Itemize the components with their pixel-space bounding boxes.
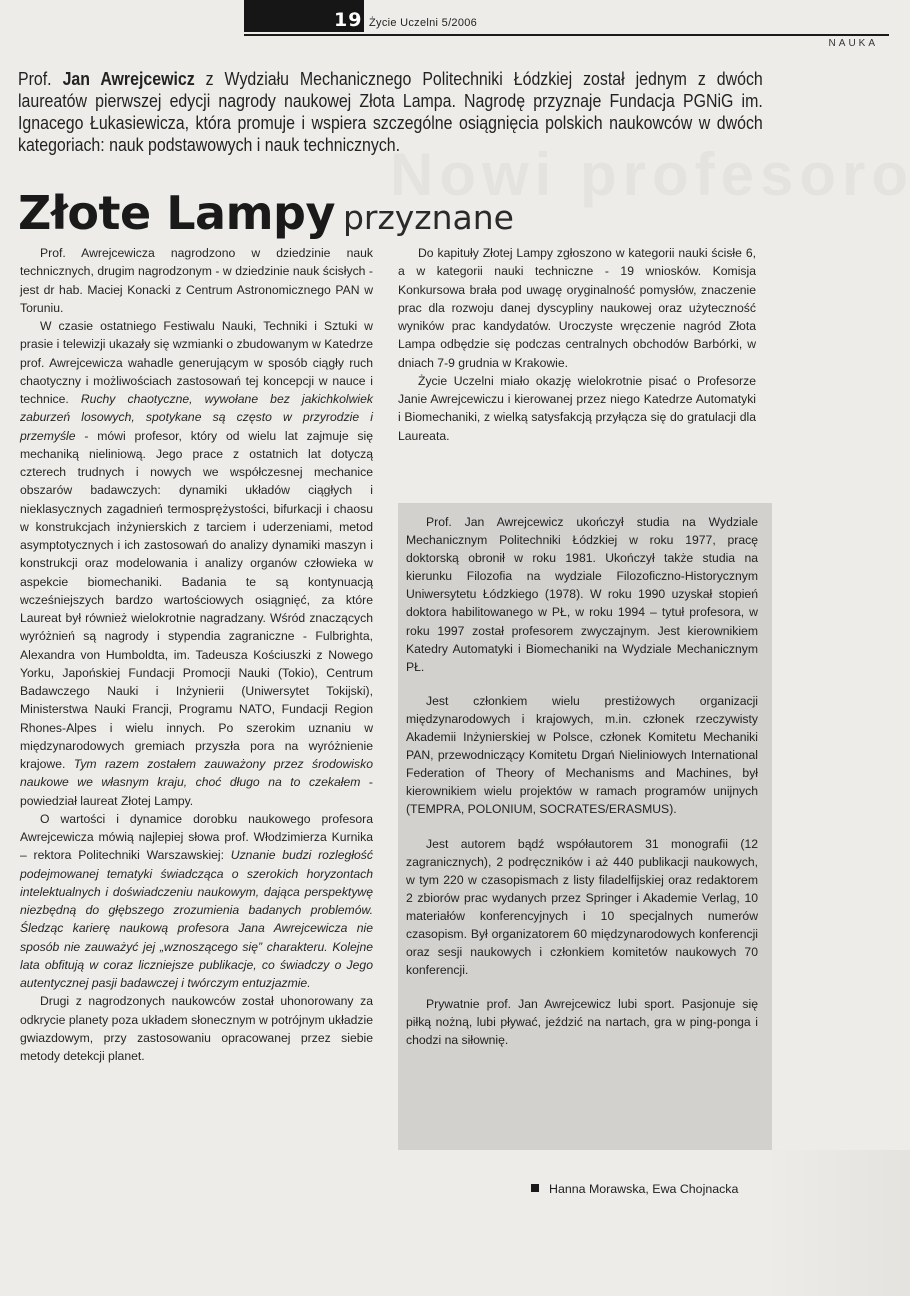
article-title: [18, 186, 514, 240]
page-number: 19: [334, 9, 363, 31]
right-column: [398, 244, 756, 445]
bio-paragraph-2: Jest członkiem wielu prestiżowych organizacji międzynarodowych i krajowych, m.in. członek rzeczywisty Akademii Inżynierskiej w Polsce, członek Komitetu Mechaniki PAN, przewodniczący Komitetu Drgań Nieliniowych International Federation of Theory of Mechanisms and Machines, był kierownikiem wielu projektów w ramach programów unijnych (TEMPRA, POLONIUM, SOCRATES/ERASMUS).: [406, 693, 758, 817]
left-column: [20, 244, 373, 1065]
bio-box-content: [406, 513, 758, 1066]
title-sub: przyznane: [342, 198, 514, 237]
lead-prefix: Prof.: [18, 68, 52, 89]
bio-box: [398, 503, 772, 1150]
right-paragraph-2: Życie Uczelni miało okazję wielokrotnie pisać o Profesorze Janie Awrejcewiczu i kierowanej przez niego Katedrze Automatyki i Biomechaniki, z wielką satysfakcją przyłącza się do gratulacji dla Laureata.: [398, 373, 756, 443]
bio-paragraph-1: Prof. Jan Awrejcewicz ukończył studia na Wydziale Mechanicznym Politechniki Łódzkiej w roku 1977, pracę doktorską obronił w roku 1981. Ukończył także studia na kierunku Filozofia na wydziale Filozoficzno-Historycznym Uniwersytetu Łódzkiego (1978). W roku 1990 uzyskał stopień doktora habilitowanego w PŁ, w roku 1994 – tytuł profesora, w roku 1997 został profesorem zwyczajnym. Jest kierownikiem Katedry Automatyki i Biomechaniki na Wydziale Mechanicznym PŁ.: [406, 515, 758, 674]
lead-name: Jan Awrejcewicz: [62, 68, 195, 89]
lead-paragraph: [18, 68, 763, 156]
quote-span: Ruchy chaotyczne, wywołane bez jakichkolwiek zaburzeń losowych, spotykane są często w przyrodzie i przemyśle: [20, 392, 373, 443]
journal-title: Życie Uczelni 5/2006: [369, 17, 478, 29]
bio-paragraph-4: Prywatnie prof. Jan Awrejcewicz lubi sport. Pasjonuje się piłką nożną, lubi pływać, jeździć na nartach, gra w ping-ponga i chodzi na siłownię.: [406, 997, 758, 1048]
right-paragraph-1: Do kapituły Złotej Lampy zgłoszono w kategorii nauki ścisłe 6, a w kategorii nauki techniczne - 19 wniosków. Komisja Konkursowa brała pod uwagę oryginalność pomysłów, znaczenie prac dla rozwoju danej dyscypliny naukowej oraz użyteczność wyników prac kandydatów. Uroczyste wręczenie nagród Złota Lampa odbędzie się podczas centralnych obchodów Barbórki, w dniach 7-9 grudnia w Krakowie.: [398, 246, 756, 370]
text-span: - mówi profesor, który od wielu lat zajmuje się mechaniką nieliniową. Jego prace z ostatnich lat dotyczą czterech trudnych i nowych we współczesnej mechanice obszarów badawczych: dynamiki układów ciągłych i nieklasycznych zagadnień termosprężystości, bifurkacji i chaosu w konstrukcjach inżynierskich z tarciem i uderzeniami, metod asymptotycznych i ich zastosowań do analizy dynamiki maszyn i konstrukcji oraz modelowania i analizy organów człowieka w aspekcie biomechaniki. Badania te są kontynuacją wcześniejszych bardzo wartościowych osiągnięć, za które Laureat był również wielokrotnie nagradzany. Wśród znaczących wyróżnień są nagrody i stypendia zagraniczne - Fulbrighta, Alexandra von Humboldta, im. Tadeusza Kościuszki z Nowego Yorku, Japońskiej Fundacji Promocji Nauki (Tokio), Centrum Badawczego Nauki i Inżynierii (Uniwersytet Tokijski), Ministerstwa Nauki Francji, Programu NATO, Fundacji Region Rhones-Alpes i wielu innych. Po szerokim uznaniu w międzynarodowych gremiach przyszła pora na wyróżnienie krajowe.: [20, 428, 373, 771]
left-paragraph-2: [20, 317, 373, 810]
quote-span: Tym razem zostałem zauważony przez środowisko naukowe we własnym kraju, choć długo na to czekałem: [20, 757, 373, 790]
byline: [531, 1182, 738, 1196]
quote-span: Uznanie budzi rozległość podejmowanej tematyki świadcząca o szerokich horyzontach intelektualnych i doświadczeniu naukowym, dająca perspektywę niezbędną do głębszego zrozumienia badanych problemów. Śledząc karierę naukową profesora Jana Awrejcewicza nie sposób nie zauważyć jej „wznoszącego się” charakteru. Kolejne lata obfitują w coraz liczniejsze publikacje, co świadczy o Jego autentycznej pasji badawczej i twórczym entuzjazmie.: [20, 848, 373, 990]
page-edge-shade: [760, 1150, 910, 1296]
bio-paragraph-3: Jest autorem bądź współautorem 31 monografii (12 zagranicznych), 2 podręczników i aż 440 publikacji naukowych, w tym 220 w czasopismach z listy filadelfijskiej oraz redaktorem 2 zbiorów prac wydanych przez Springer i Akademie Verlag, 10 materiałów konferencyjnych i 10 specjalnych numerów czasopism. Był organizatorem 60 międzynarodowych konferencji oraz sesji naukowych i członkiem komitetów naukowych 70 konferencji.: [406, 836, 758, 978]
section-label: NAUKA: [828, 38, 878, 49]
left-paragraph-3: [20, 810, 373, 993]
title-main: Złote Lampy: [18, 186, 335, 240]
square-bullet-icon: [531, 1184, 539, 1192]
text-span: - powiedział laureat Złotej Lampy.: [20, 775, 373, 808]
left-paragraph-4: Drugi z nagrodzonych naukowców został uhonorowany za odkrycie planety poza układem słonecznym w potrójnym układzie gwiazdowym, przy zastosowaniu opracowanej przez siebie metody detekcji planet.: [20, 994, 373, 1063]
byline-text: Hanna Morawska, Ewa Chojnacka: [549, 1182, 739, 1196]
lead-text: z Wydziału Mechanicznego Politechniki Łódzkiej został jednym z dwóch laureatów pierwszej edycji nagrody naukowej Złota Lampa. Nagrodę przyznaje Fundacja PGNiG im. Ignacego Łukasiewicza, która promuje i wspiera szczególne osiągnięcia polskich naukowców w dwóch kategoriach: nauk podstawowych i nauk technicznych.: [18, 68, 763, 155]
text-span: O wartości i dynamice dorobku naukowego profesora Awrejcewicza mówią najlepiej słowa prof. Włodzimierza Kurnika – rektora Politechniki Warszawskiej:: [20, 811, 373, 863]
header-rule: [244, 34, 889, 36]
text-span: W czasie ostatniego Festiwalu Nauki, Techniki i Sztuki w prasie i telewizji ukazały się wzmianki o zbudowanym w Katedrze prof. Awrejcewicza wahadle generującym w sposób ciągły ruch chaotyczny i możliwościach zastosowań tej koncepcji w nauce i technice.: [20, 319, 373, 406]
left-paragraph-1: Prof. Awrejcewicza nagrodzono w dziedzinie nauk technicznych, drugim nagrodzonym - w dziedzinie nauk ścisłych - jest dr hab. Maciej Konacki z Centrum Astronomicznego PAN w Toruniu.: [20, 246, 373, 315]
